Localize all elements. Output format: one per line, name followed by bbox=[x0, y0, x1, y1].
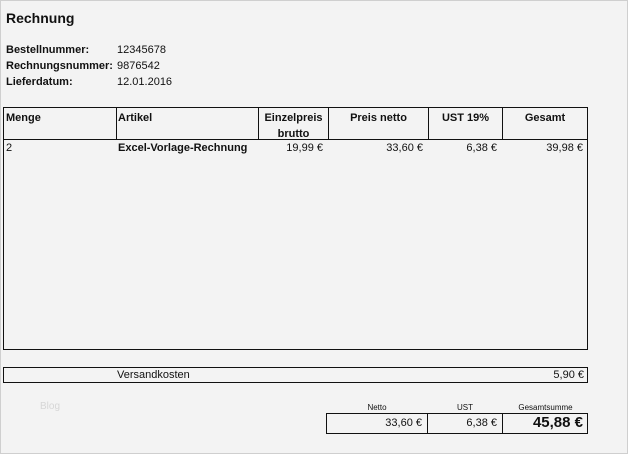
header-einzelpreis-line2: brutto bbox=[277, 128, 310, 140]
order-number-value: 12345678 bbox=[117, 44, 166, 56]
totals-sum-value: 45,88 € bbox=[532, 414, 583, 431]
items-table bbox=[3, 107, 588, 350]
invoice-number-label: Rechnungsnummer: bbox=[6, 60, 113, 72]
row-einzelpreis: 19,99 € bbox=[286, 142, 323, 154]
header-preis-netto: Preis netto bbox=[350, 112, 407, 124]
totals-ust-label: UST bbox=[457, 403, 473, 412]
header-ust: UST 19% bbox=[441, 112, 490, 124]
delivery-date-value: 12.01.2016 bbox=[117, 76, 173, 88]
column-divider bbox=[116, 108, 117, 140]
totals-netto-label: Netto bbox=[367, 403, 387, 412]
totals-box bbox=[326, 413, 588, 434]
header-gesamt: Gesamt bbox=[524, 112, 566, 124]
header-einzelpreis bbox=[259, 110, 328, 142]
row-ust: 6,38 € bbox=[466, 142, 497, 154]
header-artikel: Artikel bbox=[118, 112, 153, 124]
shipping-value: 5,90 € bbox=[553, 369, 584, 381]
header-menge: Menge bbox=[6, 112, 41, 124]
row-artikel: Excel-Vorlage-Rechnung bbox=[118, 142, 248, 154]
row-preis-netto: 33,60 € bbox=[386, 142, 423, 154]
totals-sum-label: Gesamtsumme bbox=[518, 403, 573, 412]
shipping-label: Versandkosten bbox=[117, 369, 190, 381]
totals-ust-value: 6,38 € bbox=[466, 417, 497, 429]
order-number-label: Bestellnummer: bbox=[6, 44, 90, 56]
watermark: Blog bbox=[40, 401, 61, 412]
row-menge: 2 bbox=[6, 142, 13, 154]
row-gesamt: 39,98 € bbox=[546, 142, 583, 154]
invoice-title: Rechnung bbox=[6, 10, 75, 26]
delivery-date-label: Lieferdatum: bbox=[6, 76, 73, 88]
header-einzelpreis-line1: Einzelpreis bbox=[264, 112, 323, 124]
invoice-number-value: 9876542 bbox=[117, 60, 160, 72]
totals-netto-value: 33,60 € bbox=[385, 417, 422, 429]
shipping-row bbox=[3, 367, 588, 383]
